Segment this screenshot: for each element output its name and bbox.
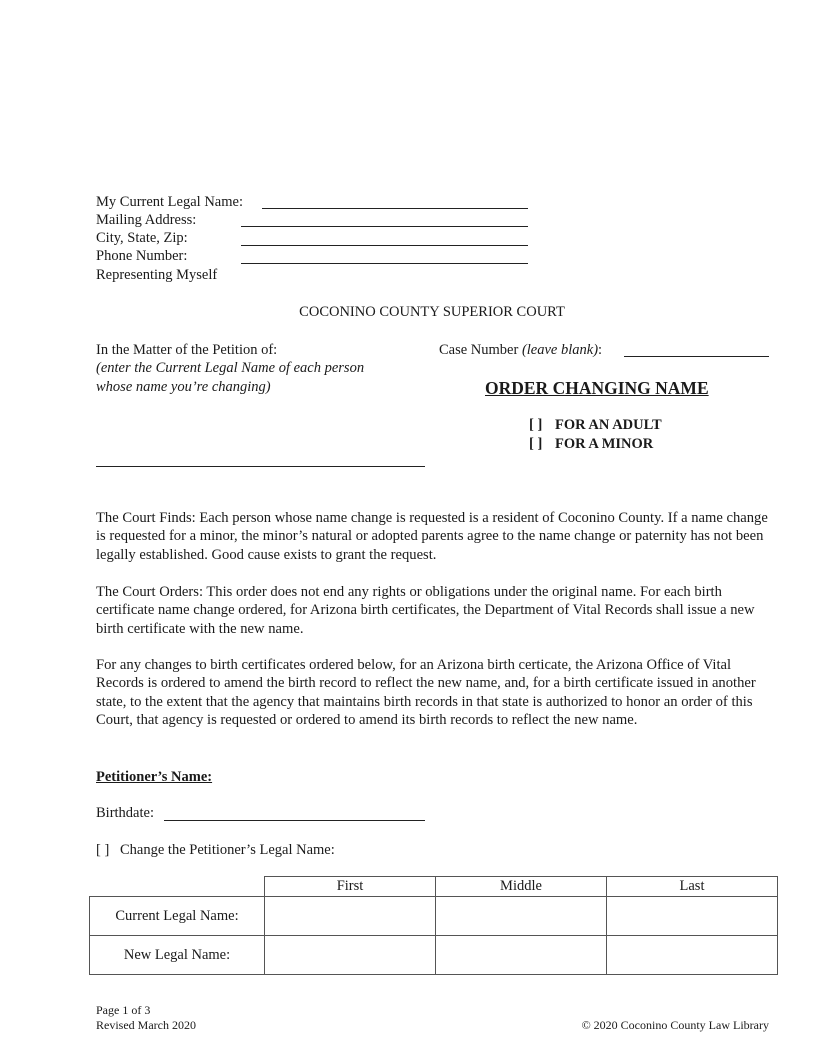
current-first-name-cell[interactable] — [265, 897, 436, 936]
city-state-zip-label: City, State, Zip: — [96, 230, 188, 246]
order-title: ORDER CHANGING NAME — [485, 378, 709, 398]
matter-name-field[interactable] — [96, 466, 425, 467]
copyright: © 2020 Coconino County Law Library — [581, 1018, 769, 1032]
revised-date: Revised March 2020 — [96, 1018, 196, 1032]
table-header-row — [90, 877, 778, 897]
current-last-name-cell[interactable] — [607, 897, 778, 936]
minor-label: FOR A MINOR — [555, 436, 654, 452]
birthdate-field[interactable] — [164, 820, 425, 821]
option-adult[interactable] — [529, 416, 662, 434]
table-row — [90, 897, 778, 936]
legal-name-field[interactable] — [262, 208, 528, 209]
petitioner-heading: Petitioner’s Name: — [96, 769, 213, 785]
phone-number-label: Phone Number: — [96, 248, 188, 264]
case-number-field[interactable] — [624, 356, 769, 357]
findings-paragraph: The Court Finds: Each person whose name change is requested is a resident of Coconino County. If a name change is requested for a minor, the minor’s natural or adopted parents agree to the name change or paternity has not been legally established. Good cause exists to grant the request. — [96, 510, 768, 563]
representing-myself: Representing Myself — [96, 267, 218, 283]
matter-label: In the Matter of the Petition of: — [96, 342, 278, 358]
name-table — [89, 876, 778, 975]
birthdate-label: Birthdate: — [96, 805, 154, 821]
birth-certificates-paragraph: For any changes to birth certificates ordered below, for an Arizona birth certicate, the Arizona Office of Vital Records is ordered to amend the birth record to reflect the new name, and, for a birth certificate issued in another state, to the extent that the agency that maintains birth records in that state is authorized to honor an order of this Court, that agency is requested or ordered to amend its birth records to reflect the new name. — [96, 657, 756, 729]
current-middle-name-cell[interactable] — [436, 897, 607, 936]
new-first-name-cell[interactable] — [265, 936, 436, 975]
matter-instruction-line1: (enter the Current Legal Name of each person — [96, 360, 365, 376]
new-last-name-cell[interactable] — [607, 936, 778, 975]
mailing-address-label: Mailing Address: — [96, 212, 197, 228]
table-row — [90, 936, 778, 975]
column-middle: Middle — [436, 877, 607, 897]
mailing-address-field[interactable] — [241, 226, 528, 227]
legal-name-label: My Current Legal Name: — [96, 194, 243, 210]
current-legal-name-label: Current Legal Name: — [90, 897, 265, 936]
case-number-hint: (leave blank) — [521, 342, 599, 358]
phone-number-field[interactable] — [241, 263, 528, 264]
minor-checkbox[interactable]: [ ] — [529, 436, 543, 452]
page-number: Page 1 of 3 — [96, 1003, 151, 1017]
column-last: Last — [607, 877, 778, 897]
matter-instruction-line2: whose name you’re changing) — [96, 379, 271, 395]
new-middle-name-cell[interactable] — [436, 936, 607, 975]
case-number-label: Case Number (leave blank): — [439, 342, 603, 358]
orders-paragraph: The Court Orders: This order does not end any rights or obligations under the original name. For each birth certificate name change ordered, for Arizona birth certificates, the Department of Vital Records shall issue a new birth certificate with the new name. — [96, 584, 755, 637]
change-name-checkbox[interactable]: [ ] — [96, 842, 110, 858]
new-legal-name-label: New Legal Name: — [90, 936, 265, 975]
change-name-option[interactable] — [96, 841, 335, 859]
adult-label: FOR AN ADULT — [555, 417, 662, 433]
column-first: First — [265, 877, 436, 897]
change-name-label: Change the Petitioner’s Legal Name: — [120, 842, 335, 858]
adult-checkbox[interactable]: [ ] — [529, 417, 543, 433]
court-title: COCONINO COUNTY SUPERIOR COURT — [299, 304, 565, 320]
city-state-zip-field[interactable] — [241, 245, 528, 246]
option-minor[interactable] — [529, 435, 653, 453]
